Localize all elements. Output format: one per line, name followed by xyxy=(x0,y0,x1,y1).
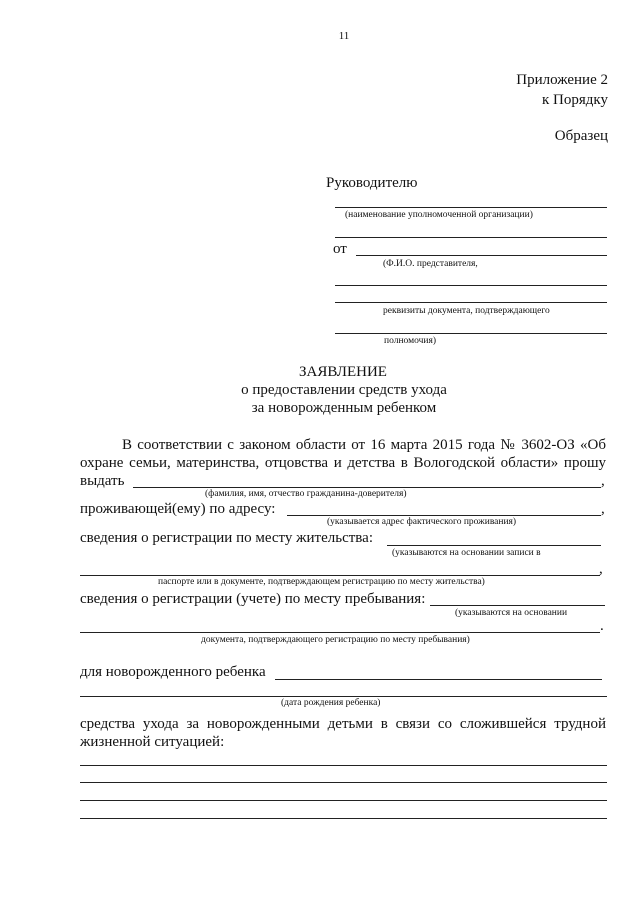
stay-line[interactable] xyxy=(430,605,605,606)
means-reason-line-3[interactable] xyxy=(80,800,607,801)
title-line-2: о предоставлении средств ухода xyxy=(241,382,447,398)
representative-line-2[interactable] xyxy=(335,285,607,286)
issue-comma: , xyxy=(601,473,605,489)
addressee-head-label: Руководителю xyxy=(326,175,418,191)
authority-doc-line[interactable] xyxy=(335,333,607,334)
residence-hint-2: паспорте или в документе, подтверждающем регистрацию по месту жительства) xyxy=(158,577,485,587)
representative-line-3[interactable] xyxy=(335,302,607,303)
newborn-label: для новорожденного ребенка xyxy=(80,664,266,680)
docs-hint: реквизиты документа, подтверждающего xyxy=(383,306,550,316)
org-name-hint: (наименование уполномоченной организации) xyxy=(345,210,533,220)
means-reason-line-1[interactable] xyxy=(80,765,607,766)
stay-hint-2: документа, подтверждающего регистрацию по месту пребывания) xyxy=(201,635,470,645)
stay-hint-1: (указываются на основании xyxy=(455,608,568,618)
stay-line-2[interactable] xyxy=(80,632,600,633)
residence-line[interactable] xyxy=(387,545,601,546)
authority-hint: полномочия) xyxy=(384,336,437,346)
trustee-name-line[interactable] xyxy=(133,487,601,488)
address-hint: (указывается адрес фактического проживания) xyxy=(327,517,517,527)
address-comma: , xyxy=(601,501,605,517)
birthdate-hint: (дата рождения ребенка) xyxy=(281,698,381,708)
sample-label: Образец xyxy=(554,128,608,144)
stay-period: . xyxy=(600,618,604,634)
newborn-name-line[interactable] xyxy=(275,679,602,680)
title-heading: ЗАЯВЛЕНИЕ xyxy=(299,364,387,380)
birthdate-line[interactable] xyxy=(80,696,607,697)
trustee-hint: (фамилия, имя, отчество гражданина-доверителя) xyxy=(205,489,407,499)
fio-hint: (Ф.И.О. представителя, xyxy=(383,259,478,269)
from-label: от xyxy=(333,241,347,257)
means-reason-line-2[interactable] xyxy=(80,782,607,783)
to-order-label: к Порядку xyxy=(542,92,608,108)
residence-comma: , xyxy=(599,561,603,577)
address-label: проживающей(ему) по адресу: xyxy=(80,501,276,517)
paragraph-line-2: охране семьи, материнства, отцовства и детства в Вологодской области» прошу xyxy=(80,455,606,471)
org-name-line-2[interactable] xyxy=(335,237,607,238)
residence-hint-1: (указываются на основании записи в xyxy=(392,548,541,558)
appendix-label: Приложение 2 xyxy=(516,72,608,88)
means-line-2: жизненной ситуацией: xyxy=(80,734,225,750)
address-line[interactable] xyxy=(287,515,601,516)
title-line-3: за новорожденным ребенком xyxy=(251,400,437,416)
residence-label: сведения о регистрации по месту жительства: xyxy=(80,530,373,546)
residence-line-2[interactable] xyxy=(80,575,600,576)
means-line-1: средства ухода за новорожденными детьми в связи со сложившейся трудной xyxy=(80,716,606,732)
means-reason-line-4[interactable] xyxy=(80,818,607,819)
paragraph-line-1: В соответствии с законом области от 16 марта 2015 года № 3602-ОЗ «Об xyxy=(122,437,606,453)
issue-label: выдать xyxy=(80,473,125,489)
stay-label: сведения о регистрации (учете) по месту пребывания: xyxy=(80,591,426,607)
page-number: 11 xyxy=(338,30,350,42)
org-name-line[interactable] xyxy=(335,207,607,208)
representative-fio-line[interactable] xyxy=(356,255,607,256)
